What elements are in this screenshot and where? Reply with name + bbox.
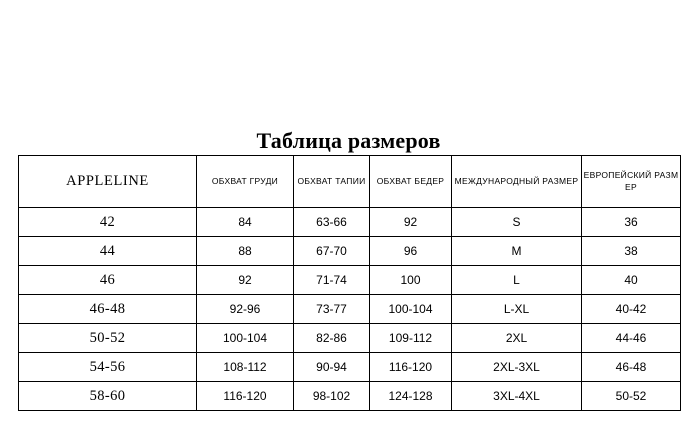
page-title: Таблица размеров — [256, 128, 441, 153]
cell-waist: 63-66 — [294, 208, 370, 237]
cell-international: 2XL-3XL — [452, 353, 582, 382]
table-header-row — [19, 156, 681, 208]
column-header-hips: ОБХВАТ БЕДЕР — [370, 156, 452, 208]
cell-international: S — [452, 208, 582, 237]
brand-header-cell: APPLELINE — [19, 156, 197, 208]
cell-chest: 100-104 — [197, 324, 294, 353]
cell-waist: 73-77 — [294, 295, 370, 324]
column-header-waist: ОБХВАТ ТАПИИ — [294, 156, 370, 208]
cell-waist: 71-74 — [294, 266, 370, 295]
cell-chest: 92-96 — [197, 295, 294, 324]
row-label-size: 44 — [19, 237, 197, 266]
size-table-container — [18, 155, 680, 411]
table-row — [19, 237, 681, 266]
cell-hips: 96 — [370, 237, 452, 266]
row-label-size: 42 — [19, 208, 197, 237]
cell-european: 38 — [582, 237, 681, 266]
cell-international: 2XL — [452, 324, 582, 353]
cell-waist: 98-102 — [294, 382, 370, 411]
cell-international: L — [452, 266, 582, 295]
cell-european: 44-46 — [582, 324, 681, 353]
cell-hips: 100-104 — [370, 295, 452, 324]
table-row — [19, 382, 681, 411]
column-header-chest: ОБХВАТ ГРУДИ — [197, 156, 294, 208]
column-header-european-size: ЕВРОПЕЙСКИЙ РАЗМ ЕР — [582, 156, 681, 208]
table-row — [19, 295, 681, 324]
cell-hips: 92 — [370, 208, 452, 237]
table-row — [19, 208, 681, 237]
cell-hips: 100 — [370, 266, 452, 295]
cell-european: 36 — [582, 208, 681, 237]
cell-chest: 92 — [197, 266, 294, 295]
row-label-size: 58-60 — [19, 382, 197, 411]
row-label-size: 46-48 — [19, 295, 197, 324]
cell-waist: 67-70 — [294, 237, 370, 266]
cell-international: 3XL-4XL — [452, 382, 582, 411]
cell-waist: 82-86 — [294, 324, 370, 353]
cell-european: 50-52 — [582, 382, 681, 411]
cell-international: M — [452, 237, 582, 266]
cell-chest: 84 — [197, 208, 294, 237]
cell-waist: 90-94 — [294, 353, 370, 382]
cell-european: 40-42 — [582, 295, 681, 324]
cell-european: 46-48 — [582, 353, 681, 382]
row-label-size: 54-56 — [19, 353, 197, 382]
table-body — [19, 208, 681, 411]
table-row — [19, 353, 681, 382]
cell-chest: 116-120 — [197, 382, 294, 411]
cell-european: 40 — [582, 266, 681, 295]
row-label-size: 46 — [19, 266, 197, 295]
cell-chest: 88 — [197, 237, 294, 266]
size-table — [18, 155, 681, 411]
cell-chest: 108-112 — [197, 353, 294, 382]
table-row — [19, 324, 681, 353]
cell-hips: 124-128 — [370, 382, 452, 411]
cell-hips: 109-112 — [370, 324, 452, 353]
column-header-international-size: МЕЖДУНАРОДНЫЙ РАЗМЕР — [452, 156, 582, 208]
table-header — [19, 156, 681, 208]
cell-hips: 116-120 — [370, 353, 452, 382]
table-row — [19, 266, 681, 295]
cell-international: L-XL — [452, 295, 582, 324]
row-label-size: 50-52 — [19, 324, 197, 353]
